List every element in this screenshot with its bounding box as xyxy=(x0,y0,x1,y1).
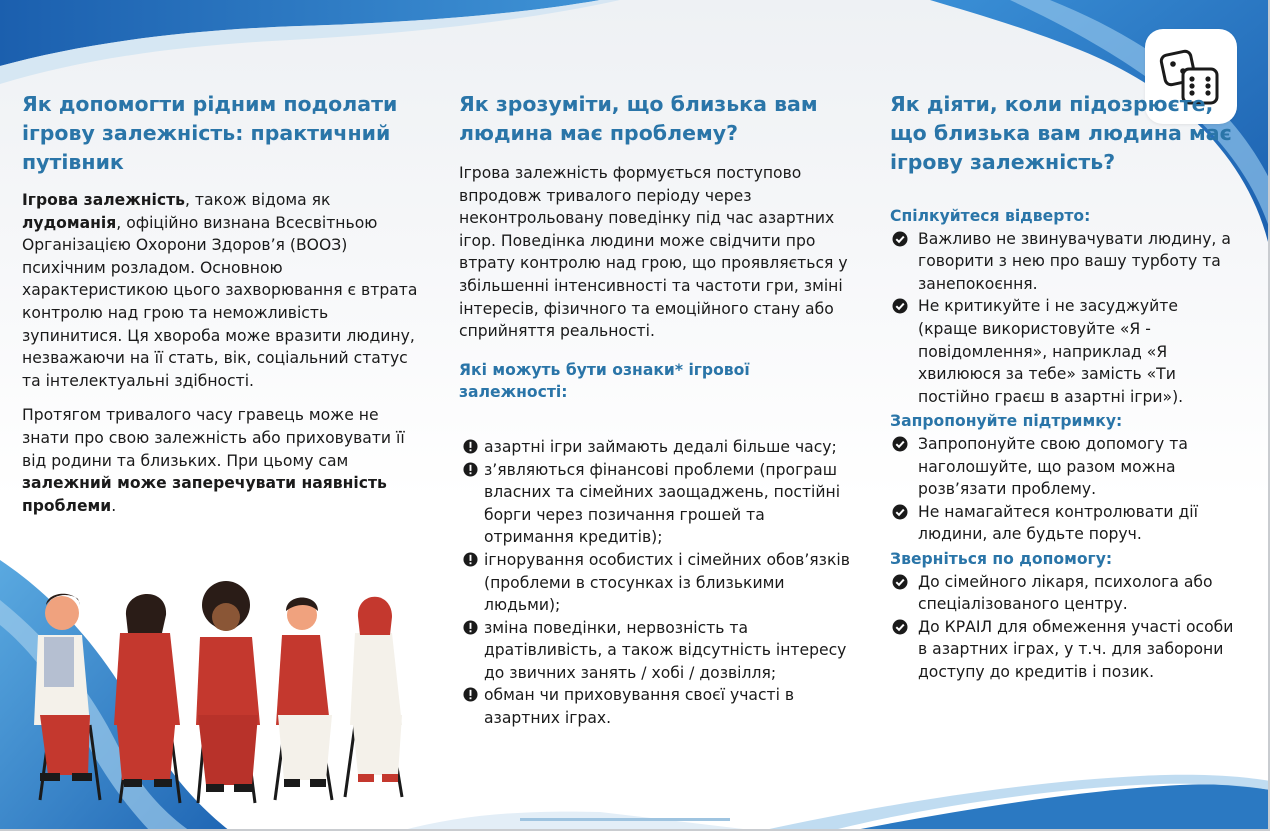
person-figure-2 xyxy=(114,594,180,787)
body-text: , також відома як xyxy=(185,191,331,209)
intro-paragraph-2 xyxy=(22,404,422,517)
person-figure-1 xyxy=(34,594,92,781)
person-figure-4 xyxy=(276,598,332,788)
person-figure-5 xyxy=(350,597,402,782)
intro-paragraph-1 xyxy=(22,189,422,392)
wave-bottom-mid xyxy=(400,812,760,831)
action-item: Не критикуйте і не засуджуйте (краще використовуйте «Я - повідомлення», наприклад «Я хвилююся за тебе» замість «Ти постійно граєш в азартні ігри»). xyxy=(890,295,1235,408)
exclamation-circle-icon xyxy=(463,462,478,477)
exclamation-circle-icon xyxy=(463,687,478,702)
action-heading-support: Запропонуйте підтримку: xyxy=(890,412,1123,431)
body-text: , офіційно визнана Всесвітньою Організацією Охорони Здоров’я (ВООЗ) психічним розладом. Основною характеристикою цього захворювання є втрата контролю над грою та неможливість зупинитися. Ця хвороба може вразити людину, незважаючи на її стать, вік, соціальний статус та інтелектуальні здібності. xyxy=(22,213,418,390)
signs-list-title: Які можуть бути ознаки* ігрової залежності: xyxy=(459,360,750,402)
action-item: До КРАІЛ для обмеження участі особи в азартних іграх, у т.ч. для заборони доступу до кредитів і позик. xyxy=(890,616,1235,684)
support-group-illustration xyxy=(20,575,430,805)
bottom-accent-bar xyxy=(520,818,730,821)
body-text: . xyxy=(111,496,117,515)
sign-item: з’являються фінансові проблеми (програш власних та сімейних заощаджень, постійні борги через позичання грошей та отримання кредитів); xyxy=(459,459,859,549)
action-item: До сімейного лікаря, психолога або спеціалізованого центру. xyxy=(890,571,1235,616)
action-list-get-help xyxy=(890,571,1235,684)
check-circle-icon xyxy=(892,619,908,635)
sign-item: азартні ігри займають дедалі більше часу; xyxy=(459,436,859,459)
exclamation-circle-icon xyxy=(463,552,478,567)
action-list-communicate xyxy=(890,228,1235,409)
action-heading-get-help: Зверніться по допомогу: xyxy=(890,549,1113,568)
action-heading-communicate: Спілкуйтеся відверто: xyxy=(890,207,1091,225)
check-circle-icon xyxy=(892,574,908,590)
signs-section-title: Як зрозуміти, що близька вам людина має проблему? xyxy=(459,92,818,145)
signs-intro-paragraph: Ігрова залежність формується поступово впродовж тривалого періоду через неконтрольовану поведінку під час азартних ігор. Поведінка людини може свідчити про втрату контролю над грою, що проявляється у збільшенні інтенсивності та частоти гри, зміні інтересів, фізичного та емоційного стану або сприйняття реальності. xyxy=(459,164,848,341)
action-item: Не намагайтеся контролювати дії людини, але будьте поруч. xyxy=(890,501,1235,546)
intro-title: Як допомогти рідним подолати ігрову залежність: практичний путівник xyxy=(22,92,398,174)
exclamation-circle-icon xyxy=(463,439,478,454)
action-item: Важливо не звинувачувати людину, а говорити з нею про вашу турботу та занепокоєння. xyxy=(890,228,1235,296)
check-circle-icon xyxy=(892,436,908,452)
column-signs xyxy=(459,90,859,730)
sign-item: ігнорування особистих і сімейних обов’язків (проблеми в стосунках із близькими людьми); xyxy=(459,549,859,617)
emphasis-text: лудоманія xyxy=(22,213,117,232)
sign-item: обман чи приховування своєї участі в азартних іграх. xyxy=(459,684,859,729)
sign-item: зміна поведінки, нервозність та дратівливість, а також відсутність інтересу до звичних занять / хобі / дозвілля; xyxy=(459,617,859,685)
person-figure-3 xyxy=(196,581,260,792)
signs-list xyxy=(459,436,859,730)
column-intro xyxy=(22,90,422,517)
exclamation-circle-icon xyxy=(463,620,478,635)
action-list-support xyxy=(890,433,1235,546)
body-text: Протягом тривалого часу гравець може не знати про свою залежність або приховувати її від родини та близьких. При цьому сам xyxy=(22,406,405,470)
emphasis-text: залежний може заперечувати наявність проблеми xyxy=(22,474,387,515)
check-circle-icon xyxy=(892,298,908,314)
action-item: Запропонуйте свою допомогу та наголошуйте, що разом можна розв’язати проблему. xyxy=(890,433,1235,501)
column-actions xyxy=(890,90,1235,683)
actions-section-title: Як діяти, коли підозрюєте, що близька вам людина має ігрову залежність? xyxy=(890,92,1232,174)
check-circle-icon xyxy=(892,231,908,247)
check-circle-icon xyxy=(892,504,908,520)
emphasis-text: Ігрова залежність xyxy=(22,191,186,209)
